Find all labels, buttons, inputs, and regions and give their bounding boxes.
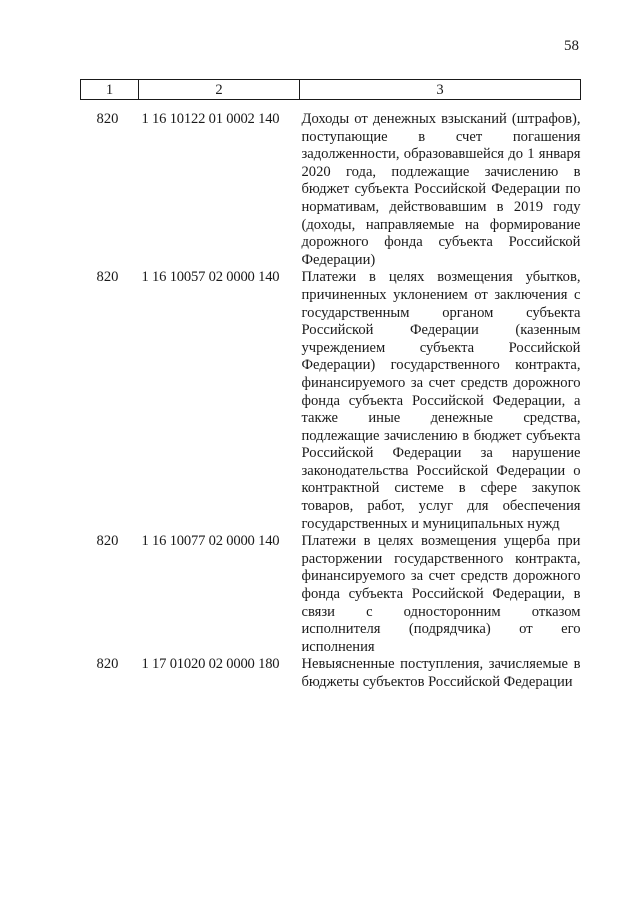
administrator-code: 820 xyxy=(96,656,119,673)
budget-classification-code: 1 17 01020 02 0000 180 xyxy=(141,656,280,673)
column-header-1: 1 xyxy=(81,80,139,100)
revenue-description: Платежи в целях возмещения ущерба при расторжении государственного контракта, финансируемого за счет средств дорожного фонда субъекта Российской Федерации, в связи с односторонним отказом исполнителя (подрядчика) от его исполнения xyxy=(301,533,581,655)
budget-classification-code: 1 16 10122 01 0002 140 xyxy=(141,111,280,127)
budget-classification-code: 1 16 10077 02 0000 140 xyxy=(141,533,280,550)
table-row xyxy=(81,533,581,656)
table-row xyxy=(81,269,581,533)
table-header-row xyxy=(81,80,581,100)
table-row xyxy=(81,656,581,691)
administrator-code: 820 xyxy=(96,111,119,127)
administrator-code: 820 xyxy=(96,269,119,286)
page-number: 58 xyxy=(564,38,579,54)
budget-classification-code: 1 16 10057 02 0000 140 xyxy=(141,269,280,286)
revenue-description: Доходы от денежных взысканий (штрафов), поступающие в счет погашения задолженности, образовавшейся до 1 января 2020 года, подлежащие зачислению в бюджет субъекта Российской Федерации по нормативам, действовавшим в 2019 году (доходы, направляемые на формирование дорожного фонда субъекта Российской Федерации) xyxy=(301,111,581,268)
column-header-2: 2 xyxy=(139,80,300,100)
column-header-3: 3 xyxy=(300,80,581,100)
table-row xyxy=(81,100,581,270)
revenue-description: Платежи в целях возмещения убытков, причиненных уклонением от заключения с государственным органом субъекта Российской Федерации (казенным учреждением субъекта Российской Федерации) государственного контракта, финансируемого за счет средств дорожного фонда субъекта Российской Федерации, а также иные денежные средства, подлежащие зачислению в бюджет субъекта Российской Федерации за нарушение законодательства Российской Федерации о контрактной системе в сфере закупок товаров, работ, услуг для обеспечения государственных и муниципальных нужд xyxy=(301,269,581,532)
budget-revenue-table xyxy=(80,79,581,692)
administrator-code: 820 xyxy=(96,533,119,550)
revenue-description: Невыясненные поступления, зачисляемые в бюджеты субъектов Российской Федерации xyxy=(301,656,581,690)
